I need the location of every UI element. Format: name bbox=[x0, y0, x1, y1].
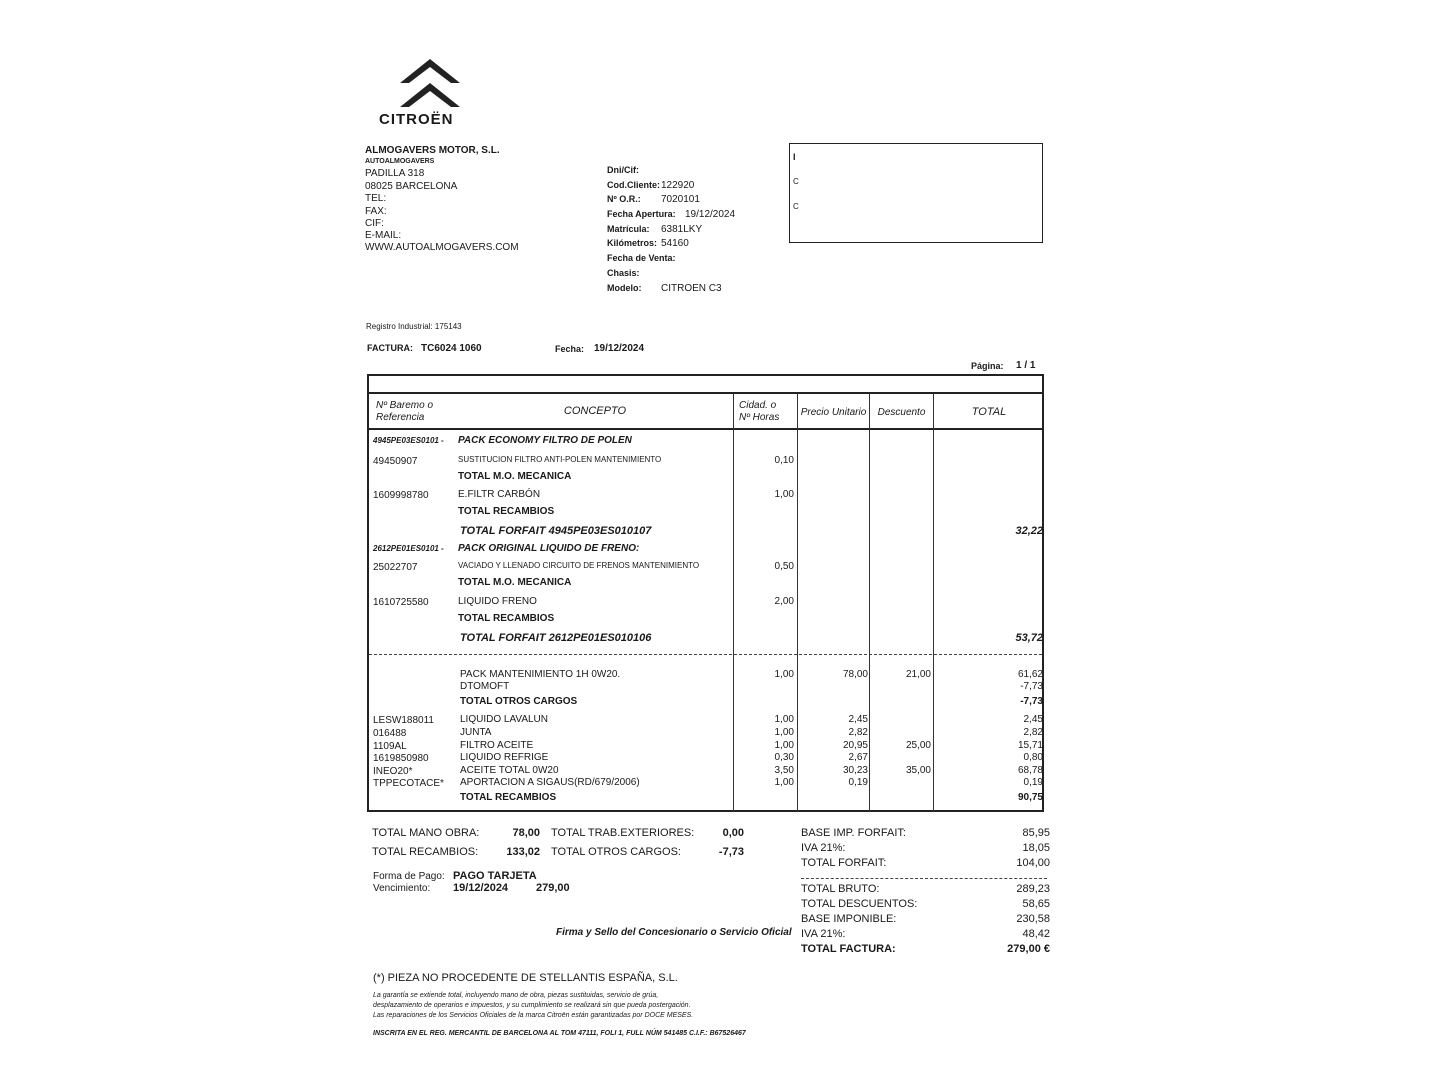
footer-legal-2: desplazamiento de operarios e impuestos, y su cumplimiento se realizará sin que pueda postergación. bbox=[373, 1002, 691, 1009]
row-precio: 2,82 bbox=[848, 727, 868, 738]
summary-right-value: 104,00 bbox=[1016, 857, 1050, 869]
pagina-value: 1 / 1 bbox=[1016, 360, 1036, 371]
row-concepto: PACK ECONOMY FILTRO DE POLEN bbox=[458, 435, 632, 446]
company-web: WWW.AUTOALMOGAVERS.COM bbox=[365, 242, 519, 253]
vencimiento-label: Vencimiento: bbox=[373, 883, 431, 894]
company-trade: AUTOALMOGAVERS bbox=[365, 158, 435, 165]
summary-right-value: 18,05 bbox=[1022, 842, 1050, 854]
row-reference: INEO20* bbox=[373, 766, 413, 777]
summary-right-label: IVA 21%: bbox=[801, 928, 846, 940]
summary-left-value: 78,00 bbox=[512, 827, 540, 839]
row-reference: 1609998780 bbox=[373, 490, 429, 501]
customer-field-label: Kilómetros: bbox=[607, 238, 658, 248]
address-box bbox=[789, 143, 1043, 243]
row-cantidad: 1,00 bbox=[774, 714, 794, 725]
row-cantidad: 0,10 bbox=[774, 455, 794, 466]
company-city: 08025 BARCELONA bbox=[365, 181, 458, 192]
summary-right-label: BASE IMPONIBLE: bbox=[801, 913, 897, 925]
row-total: -7,73 bbox=[1020, 696, 1043, 707]
col-header-cant-2: Nº Horas bbox=[739, 412, 780, 423]
summary-right-value: 289,23 bbox=[1016, 883, 1050, 895]
row-precio: 20,95 bbox=[842, 740, 868, 751]
row-concepto: FILTRO ACEITE bbox=[460, 740, 534, 751]
row-concepto: TOTAL RECAMBIOS bbox=[460, 792, 557, 803]
customer-field-label: Fecha Apertura: bbox=[607, 209, 676, 219]
row-reference: 4945PE03ES0101 - bbox=[373, 436, 444, 445]
summary-right-label: TOTAL DESCUENTOS: bbox=[801, 898, 918, 910]
summary-left-label: TOTAL MANO OBRA: bbox=[372, 827, 480, 839]
summary-left-value-2: 0,00 bbox=[722, 827, 744, 839]
col-header-descuento: Descuento bbox=[877, 407, 926, 418]
address-line-2: C bbox=[793, 177, 799, 186]
company-fax: FAX: bbox=[365, 206, 387, 217]
customer-field-value: CITROEN C3 bbox=[661, 283, 722, 294]
fecha-label: Fecha: bbox=[555, 344, 585, 354]
col-header-cant-1: Cidad. o bbox=[739, 400, 777, 411]
row-concepto: DTOMOFT bbox=[460, 681, 510, 692]
row-descuento: 25,00 bbox=[905, 740, 931, 751]
row-cantidad: 1,00 bbox=[774, 669, 794, 680]
row-cantidad: 2,00 bbox=[774, 596, 794, 607]
row-cantidad: 1,00 bbox=[774, 727, 794, 738]
company-cif: CIF: bbox=[365, 218, 384, 229]
footer-registro: INSCRITA EN EL REG. MERCANTIL DE BARCELONA AL TOM 47111, FOLI 1, FULL NÚM 541485 C.I.F.: B67526467 bbox=[373, 1030, 746, 1037]
footer-legal-3: Las reparaciones de los Servicios Oficiales de la marca Citroën están garantizadas por DOCE MESES. bbox=[373, 1012, 694, 1019]
col-header-ref-2: Referencia bbox=[376, 412, 425, 423]
row-concepto: JUNTA bbox=[460, 727, 492, 738]
row-cantidad: 1,00 bbox=[774, 777, 794, 788]
row-precio: 2,45 bbox=[848, 714, 868, 725]
row-concepto: TOTAL FORFAIT 4945PE03ES010107 bbox=[460, 525, 652, 537]
col-header-ref-1: Nº Baremo o bbox=[376, 400, 434, 411]
customer-field-label: Dni/Cif: bbox=[607, 165, 639, 175]
summary-right-label: TOTAL BRUTO: bbox=[801, 883, 880, 895]
row-total: 2,45 bbox=[1023, 714, 1043, 725]
pagina-label: Página: bbox=[971, 361, 1004, 371]
company-email: E-MAIL: bbox=[365, 230, 402, 241]
summary-right-label: TOTAL FORFAIT: bbox=[801, 857, 887, 869]
row-reference: 2612PE01ES0101 - bbox=[373, 544, 444, 553]
row-total: 53,72 bbox=[1015, 632, 1043, 644]
summary-left-label-2: TOTAL OTROS CARGOS: bbox=[551, 846, 681, 858]
row-total: 61,62 bbox=[1017, 669, 1043, 680]
row-precio: 0,19 bbox=[848, 777, 868, 788]
row-precio: 2,67 bbox=[848, 752, 868, 763]
fecha-value: 19/12/2024 bbox=[594, 343, 645, 354]
row-total: 15,71 bbox=[1017, 740, 1043, 751]
company-street: PADILLA 318 bbox=[365, 168, 425, 179]
row-descuento: 21,00 bbox=[905, 669, 931, 680]
firma-sello: Firma y Sello del Concesionario o Servicio Oficial bbox=[556, 927, 792, 938]
col-header-precio: Precio Unitario bbox=[800, 407, 867, 418]
row-concepto: LIQUIDO REFRIGE bbox=[460, 752, 549, 763]
customer-field-value: 54160 bbox=[661, 238, 689, 249]
row-precio: 78,00 bbox=[842, 669, 868, 680]
factura-label: FACTURA: bbox=[367, 343, 413, 353]
brand-name: CITROËN bbox=[379, 111, 454, 128]
summary-left-value: 133,02 bbox=[506, 846, 540, 858]
company-tel: TEL: bbox=[365, 193, 387, 204]
table-header-rule bbox=[367, 428, 1044, 430]
factura-number: TC6024 1060 bbox=[421, 343, 482, 354]
row-precio: 30,23 bbox=[842, 765, 868, 776]
row-reference: 25022707 bbox=[373, 562, 418, 573]
row-concepto: PACK ORIGINAL LIQUIDO DE FRENO: bbox=[458, 543, 640, 554]
summary-right-value: 230,58 bbox=[1016, 913, 1050, 925]
row-concepto: LIQUIDO FRENO bbox=[458, 596, 537, 607]
summary-left-label-2: TOTAL TRAB.EXTERIORES: bbox=[551, 827, 695, 839]
row-total: 68,78 bbox=[1017, 765, 1043, 776]
row-concepto: LIQUIDO LAVALUN bbox=[460, 714, 548, 725]
row-concepto: TOTAL M.O. MECANICA bbox=[458, 577, 572, 588]
row-concepto: VACIADO Y LLENADO CIRCUITO DE FRENOS MANTENIMIENTO bbox=[458, 561, 700, 570]
customer-field-value: 122920 bbox=[661, 180, 695, 191]
forma-pago-value: PAGO TARJETA bbox=[453, 870, 537, 882]
table-section-divider bbox=[369, 654, 1042, 655]
row-concepto: APORTACION A SIGAUS(RD/679/2006) bbox=[460, 777, 640, 788]
summary-right-value: 85,95 bbox=[1022, 827, 1050, 839]
customer-field-label: Nº O.R.: bbox=[607, 194, 641, 204]
row-total: -7,73 bbox=[1020, 681, 1043, 692]
address-line-1: I bbox=[793, 152, 796, 162]
row-cantidad: 3,50 bbox=[774, 765, 794, 776]
summary-right-label: TOTAL FACTURA: bbox=[801, 943, 896, 955]
registro-industrial: Registro Industrial: 175143 bbox=[366, 322, 462, 331]
row-cantidad: 1,00 bbox=[774, 740, 794, 751]
summary-right-label: IVA 21%: bbox=[801, 842, 846, 854]
row-concepto: SUSTITUCION FILTRO ANTI-POLEN MANTENIMIENTO bbox=[458, 455, 662, 464]
citroen-logo bbox=[395, 55, 465, 113]
row-total: 2,82 bbox=[1023, 727, 1043, 738]
row-concepto: ACEITE TOTAL 0W20 bbox=[460, 765, 559, 776]
footer-legal-1: La garantía se extiende total, incluyendo mano de obra, piezas sustituidas, servicio de grúa, bbox=[373, 992, 659, 999]
row-reference: TPPECOTACE* bbox=[373, 778, 444, 789]
row-reference: 1109AL bbox=[373, 741, 407, 752]
table-top-rule bbox=[367, 392, 1044, 394]
forma-pago-label: Forma de Pago: bbox=[373, 871, 445, 882]
customer-field-label: Cod.Cliente: bbox=[607, 180, 660, 190]
row-reference: 016488 bbox=[373, 728, 407, 739]
company-name: ALMOGAVERS MOTOR, S.L. bbox=[365, 145, 500, 156]
row-concepto: TOTAL M.O. MECANICA bbox=[458, 471, 572, 482]
row-reference: LESW188011 bbox=[373, 715, 434, 726]
row-concepto: PACK MANTENIMIENTO 1H 0W20. bbox=[460, 669, 621, 680]
row-cantidad: 1,00 bbox=[774, 489, 794, 500]
customer-field-value: 6381LKY bbox=[661, 224, 703, 235]
summary-left-label: TOTAL RECAMBIOS: bbox=[372, 846, 479, 858]
customer-field-label: Modelo: bbox=[607, 283, 642, 293]
customer-field-label: Matrícula: bbox=[607, 224, 650, 234]
customer-field-label: Fecha de Venta: bbox=[607, 253, 676, 263]
row-concepto: TOTAL OTROS CARGOS bbox=[460, 696, 578, 707]
row-total: 32,22 bbox=[1015, 525, 1043, 537]
row-concepto: TOTAL RECAMBIOS bbox=[458, 506, 555, 517]
summary-left-value-2: -7,73 bbox=[718, 846, 744, 858]
row-total: 90,75 bbox=[1017, 792, 1043, 803]
row-concepto: TOTAL RECAMBIOS bbox=[458, 613, 555, 624]
summary-right-value: 279,00 € bbox=[1007, 943, 1050, 955]
summary-right-value: 48,42 bbox=[1022, 928, 1050, 940]
summary-right-divider bbox=[801, 878, 1047, 879]
row-cantidad: 0,30 bbox=[774, 752, 794, 763]
row-total: 0,80 bbox=[1023, 752, 1043, 763]
customer-field-label: Chasis: bbox=[607, 268, 640, 278]
row-reference: 1610725580 bbox=[373, 597, 429, 608]
customer-field-value: 19/12/2024 bbox=[685, 209, 736, 220]
address-line-3: C bbox=[793, 202, 799, 211]
footer-pieza-note: (*) PIEZA NO PROCEDENTE DE STELLANTIS ESPAÑA, S.L. bbox=[373, 972, 678, 984]
row-total: 0,19 bbox=[1023, 777, 1043, 788]
vencimiento-date: 19/12/2024 bbox=[453, 882, 509, 894]
vencimiento-amount: 279,00 bbox=[536, 882, 570, 894]
row-reference: 1619850980 bbox=[373, 753, 429, 764]
citroen-chevrons-icon bbox=[395, 55, 465, 113]
customer-field-value: 7020101 bbox=[661, 194, 700, 205]
row-cantidad: 0,50 bbox=[774, 561, 794, 572]
summary-right-value: 58,65 bbox=[1022, 898, 1050, 910]
col-header-concepto: CONCEPTO bbox=[563, 405, 627, 417]
summary-right-label: BASE IMP. FORFAIT: bbox=[801, 827, 906, 839]
row-reference: 49450907 bbox=[373, 456, 418, 467]
col-header-total: TOTAL bbox=[971, 406, 1007, 418]
row-descuento: 35,00 bbox=[905, 765, 931, 776]
row-concepto: TOTAL FORFAIT 2612PE01ES010106 bbox=[460, 632, 652, 644]
row-concepto: E.FILTR CARBÓN bbox=[458, 489, 541, 500]
